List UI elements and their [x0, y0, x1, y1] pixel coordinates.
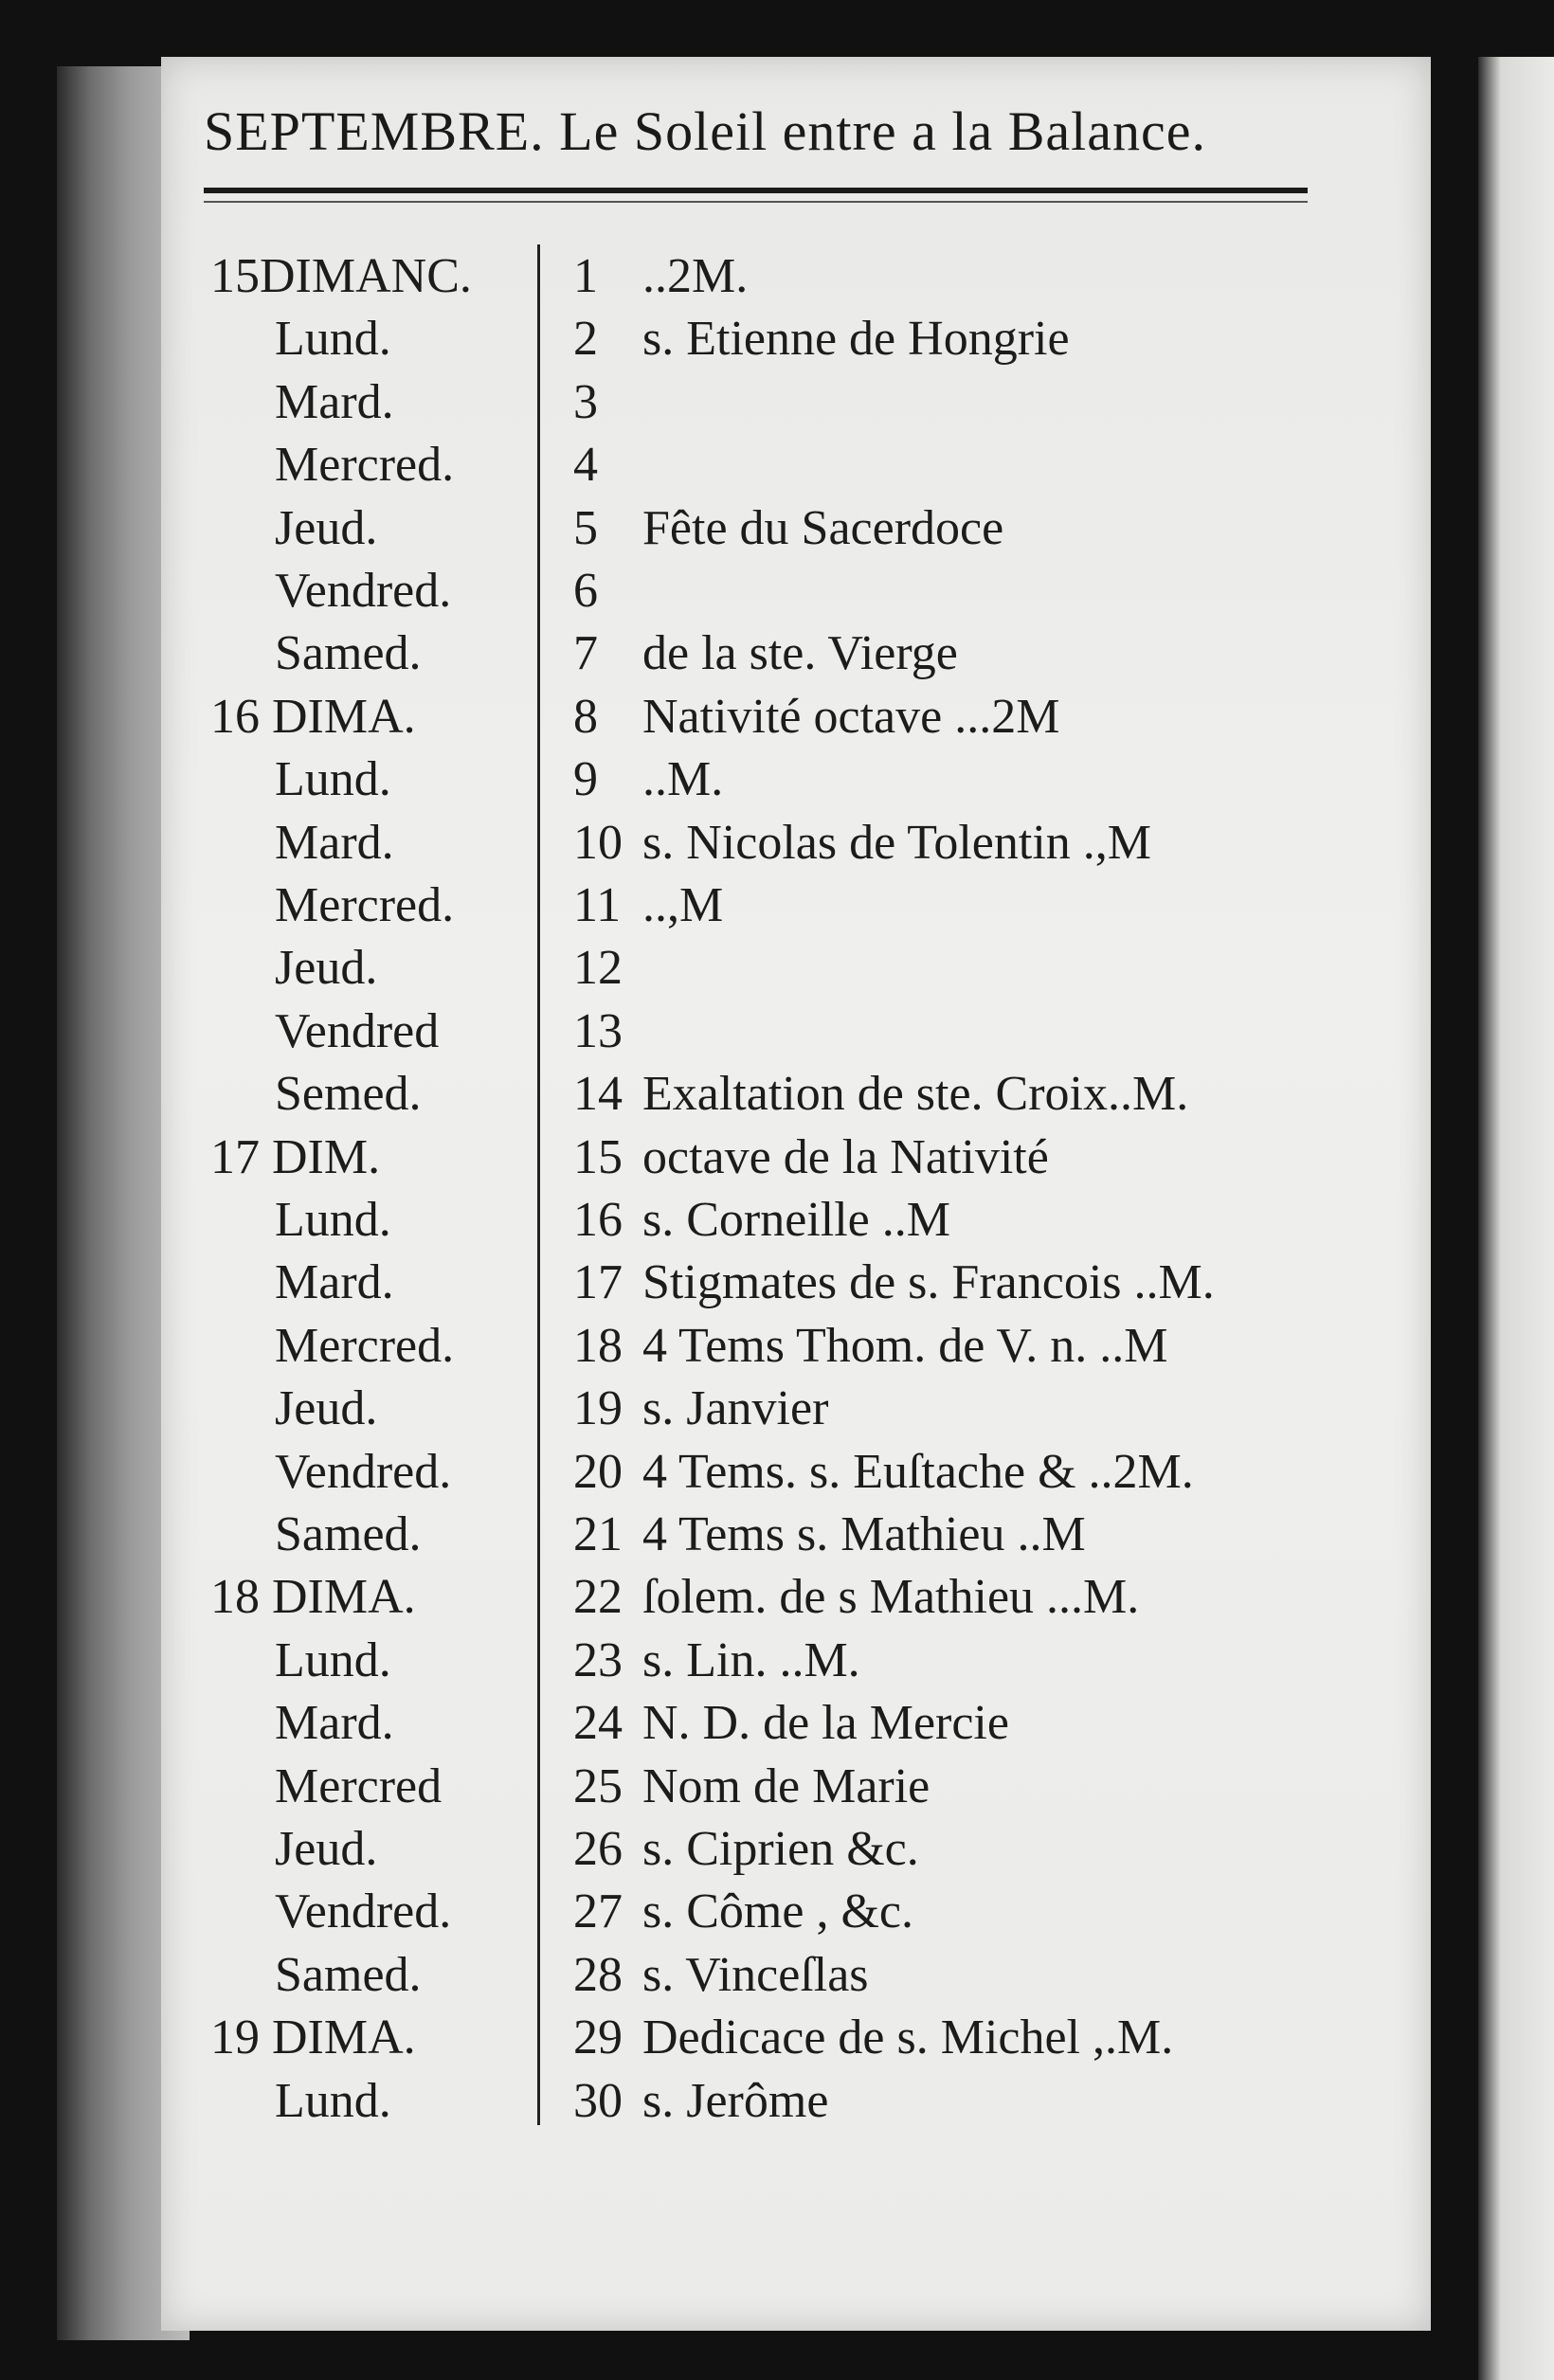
- weekday-label: Vendred: [275, 1003, 440, 1058]
- feast-entry: ſolem. de s Mathieu ...M.: [642, 1570, 1140, 1625]
- day-number: 2: [573, 312, 598, 367]
- weekday-label: 18 DIMA.: [210, 1570, 416, 1625]
- day-number: 26: [573, 1822, 623, 1876]
- feast-entry: ..M.: [642, 752, 724, 807]
- header-rule-thin: [204, 201, 1308, 203]
- calendar-row: [0, 311, 1327, 373]
- calendar-row: [0, 1066, 1327, 1128]
- calendar-row: [0, 1947, 1327, 2010]
- calendar-row: [0, 2010, 1327, 2072]
- feast-entry: Dedicace de s. Michel ,.M.: [642, 2010, 1174, 2065]
- weekday-label: Samed.: [275, 1507, 422, 1561]
- day-number: 12: [573, 941, 623, 996]
- calendar-row: [0, 815, 1327, 877]
- day-number: 13: [573, 1003, 623, 1058]
- adjacent-page-edge: [1478, 57, 1554, 2380]
- feast-entry: 4 Tems Thom. de V. n. ..M: [642, 1318, 1168, 1373]
- day-number: 14: [573, 1067, 623, 1122]
- calendar-row: [0, 1192, 1327, 1254]
- weekday-label: Mercred.: [275, 878, 455, 932]
- weekday-label: 19 DIMA.: [210, 2010, 416, 2065]
- weekday-label: Semed.: [275, 1067, 422, 1122]
- feast-entry: s. Vinceſlas: [642, 1947, 869, 2002]
- weekday-label: 17 DIM.: [210, 1129, 381, 1184]
- calendar-row: [0, 563, 1327, 625]
- feast-entry: Stigmates de s. Francois ..M.: [642, 1255, 1215, 1310]
- feast-entry: 4 Tems. s. Euſtache & ..2M.: [642, 1444, 1194, 1499]
- calendar-row: [0, 437, 1327, 499]
- feast-entry: de la ste. Vierge: [642, 626, 958, 681]
- feast-entry: octave de la Nativité: [642, 1129, 1049, 1184]
- feast-entry: N. D. de la Mercie: [642, 1696, 1009, 1751]
- calendar-row: [0, 1821, 1327, 1884]
- calendar-row: [0, 1632, 1327, 1695]
- calendar-row: [0, 248, 1327, 311]
- day-number: 8: [573, 689, 598, 744]
- day-number: 16: [573, 1193, 623, 1247]
- feast-entry: ..2M.: [642, 249, 749, 303]
- day-number: 21: [573, 1507, 623, 1561]
- weekday-label: Vendred.: [275, 564, 452, 618]
- weekday-label: Mard.: [275, 374, 394, 429]
- weekday-label: Mercred: [275, 1758, 443, 1813]
- calendar-row: [0, 1380, 1327, 1443]
- day-number: 11: [573, 878, 622, 932]
- day-number: 7: [573, 626, 598, 681]
- day-number: 29: [573, 2010, 623, 2065]
- weekday-label: Lund.: [275, 752, 391, 807]
- calendar-row: [0, 500, 1327, 563]
- day-number: 24: [573, 1696, 623, 1751]
- weekday-label: 15DIMANC.: [210, 249, 472, 303]
- day-number: 23: [573, 1632, 623, 1687]
- calendar-row: [0, 877, 1327, 940]
- weekday-label: Lund.: [275, 312, 391, 367]
- weekday-label: Vendred.: [275, 1444, 452, 1499]
- calendar-row: [0, 689, 1327, 751]
- day-number: 1: [573, 249, 598, 303]
- day-number: 3: [573, 374, 598, 429]
- weekday-label: Lund.: [275, 1632, 391, 1687]
- header-rule: [204, 188, 1308, 193]
- weekday-label: Jeud.: [275, 500, 378, 555]
- weekday-label: Jeud.: [275, 1381, 378, 1436]
- weekday-label: Jeud.: [275, 1822, 378, 1876]
- feast-entry: Fête du Sacerdoce: [642, 500, 1004, 555]
- weekday-label: Mard.: [275, 1696, 394, 1751]
- calendar-row: [0, 1506, 1327, 1569]
- feast-entry: s. Jerôme: [642, 2073, 829, 2128]
- day-number: 25: [573, 1758, 623, 1813]
- calendar-row: [0, 374, 1327, 437]
- feast-entry: s. Corneille ..M: [642, 1193, 950, 1247]
- feast-entry: s. Ciprien &c.: [642, 1822, 919, 1876]
- day-number: 17: [573, 1255, 623, 1310]
- feast-entry: s. Côme , &c.: [642, 1884, 913, 1939]
- calendar-row: [0, 1758, 1327, 1821]
- calendar-row: [0, 1254, 1327, 1317]
- day-number: 30: [573, 2073, 623, 2128]
- feast-entry: Nom de Marie: [642, 1758, 931, 1813]
- day-number: 18: [573, 1318, 623, 1373]
- day-number: 19: [573, 1381, 623, 1436]
- feast-entry: 4 Tems s. Mathieu ..M: [642, 1507, 1086, 1561]
- feast-entry: s. Lin. ..M.: [642, 1632, 860, 1687]
- day-number: 20: [573, 1444, 623, 1499]
- weekday-label: Mercred.: [275, 438, 455, 493]
- calendar-row: [0, 751, 1327, 814]
- day-number: 9: [573, 752, 598, 807]
- feast-entry: Exaltation de ste. Croix..M.: [642, 1067, 1189, 1122]
- weekday-label: Mard.: [275, 1255, 394, 1310]
- weekday-label: Mard.: [275, 815, 394, 870]
- day-number: 4: [573, 438, 598, 493]
- weekday-label: Samed.: [275, 1947, 422, 2002]
- weekday-label: 16 DIMA.: [210, 689, 416, 744]
- day-number: 22: [573, 1570, 623, 1625]
- weekday-label: Samed.: [275, 626, 422, 681]
- day-number: 28: [573, 1947, 623, 2002]
- calendar-row: [0, 1318, 1327, 1380]
- day-number: 6: [573, 564, 598, 618]
- page-title: SEPTEMBRE. Le Soleil entre a la Balance.: [204, 100, 1206, 162]
- calendar-row: [0, 2073, 1327, 2136]
- feast-entry: s. Etienne de Hongrie: [642, 312, 1070, 367]
- weekday-label: Vendred.: [275, 1884, 452, 1939]
- day-number: 15: [573, 1129, 623, 1184]
- weekday-label: Lund.: [275, 1193, 391, 1247]
- weekday-label: Jeud.: [275, 941, 378, 996]
- calendar-row: [0, 1129, 1327, 1192]
- day-number: 5: [573, 500, 598, 555]
- calendar-row: [0, 1569, 1327, 1632]
- calendar-row: [0, 940, 1327, 1002]
- weekday-label: Mercred.: [275, 1318, 455, 1373]
- day-number: 27: [573, 1884, 623, 1939]
- feast-entry: ..,M: [642, 878, 724, 932]
- feast-entry: s. Nicolas de Tolentin .,M: [642, 815, 1152, 870]
- day-number: 10: [573, 815, 623, 870]
- calendar-row: [0, 1444, 1327, 1506]
- calendar-row: [0, 1695, 1327, 1758]
- calendar-row: [0, 1003, 1327, 1066]
- feast-entry: s. Janvier: [642, 1381, 829, 1436]
- calendar-row: [0, 625, 1327, 688]
- feast-entry: Nativité octave ...2M: [642, 689, 1060, 744]
- weekday-label: Lund.: [275, 2073, 391, 2128]
- calendar-row: [0, 1884, 1327, 1946]
